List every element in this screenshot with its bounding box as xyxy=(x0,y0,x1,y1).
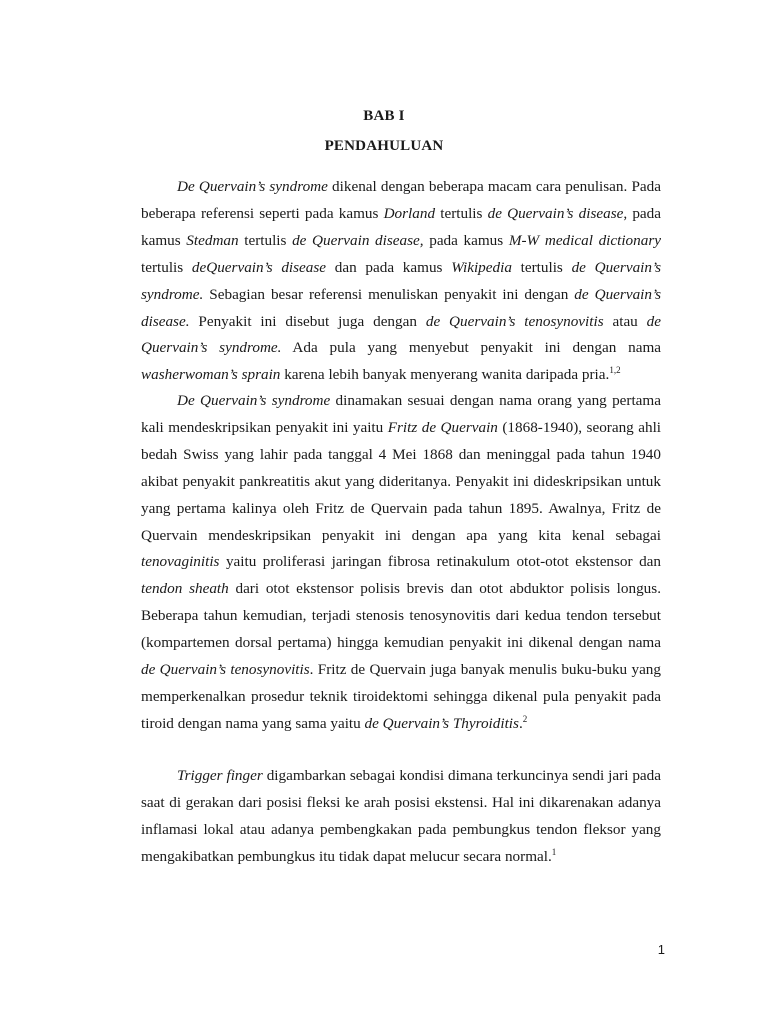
italic-term: De Quervain’s syndrome xyxy=(177,392,331,409)
text-run: yaitu proliferasi jaringan fibrosa retinakulum otot-otot ekstensor dan xyxy=(219,553,661,571)
page-number: 1 xyxy=(657,942,665,957)
citation-superscript: 2 xyxy=(522,713,528,724)
italic-term: de Quervain’s disease. xyxy=(141,285,661,330)
italic-term: deQuervain’s disease xyxy=(191,258,327,276)
text-run: tertulis xyxy=(238,231,293,249)
text-run: tertulis xyxy=(511,258,572,276)
text-run: dan pada kamus xyxy=(326,258,452,276)
italic-term: de Quervain’s syndrome. xyxy=(141,312,662,357)
text-run: tertulis xyxy=(435,204,488,222)
chapter-title: PENDAHULUAN xyxy=(324,138,444,154)
citation-superscript: 1,2 xyxy=(609,365,621,376)
text-run: . Fritz de Quervain juga banyak menulis buku-buku yang memperkenalkan prosedur teknik tiroidektomi sehingga dikenal pula penyakit pada tiroid dengan nama yang sama yaitu xyxy=(141,661,661,732)
text-run: (1868-1940), seorang ahli bedah Swiss yang lahir pada tanggal 4 Mei 1868 dan meninggal pada tahun 1940 akibat penyakit pankreatitis akut yang dideritanya. Penyakit ini dideskripsikan untuk yang pertama kalinya oleh Fritz de Quervain pada tahun 1895. Awalnya, Fritz de Quervain mendeskripsikan penyakit ini dengan apa yang kita kenal sebagai xyxy=(141,418,662,544)
text-run: Sebagian besar referensi menuliskan penyakit ini dengan xyxy=(203,285,575,303)
italic-term: Stedman xyxy=(186,231,239,249)
italic-term: de Quervain disease, xyxy=(292,231,424,249)
paragraph-naming xyxy=(141,174,661,389)
italic-term: Wikipedia xyxy=(451,258,512,276)
italic-term: de Quervain’s syndrome. xyxy=(141,258,661,303)
italic-term: Fritz de Quervain xyxy=(387,418,498,436)
paragraph-history xyxy=(141,388,661,738)
text-run: tertulis xyxy=(141,258,192,276)
chapter-number: BAB I xyxy=(363,108,405,124)
text-run: Penyakit ini disebut juga dengan xyxy=(189,312,426,330)
text-run: dikenal dengan beberapa macam cara penulisan. Pada beberapa referensi seperti pada kamus xyxy=(141,178,661,222)
text-run: atau xyxy=(603,312,647,330)
text-run: dinamakan sesuai dengan nama orang yang pertama kali mendeskripsikan penyakit ini yaitu xyxy=(141,392,661,436)
text-run: digambarkan sebagai kondisi dimana terkuncinya sendi jari pada saat di gerakan dari posisi fleksi ke arah posisi ekstensi. Hal ini dikarenakan adanya inflamasi lokal atau adanya pembengkakan pada pembungkus tendon fleksor yang mengakibatkan pembungkus itu tidak dapat melucur secara normal. xyxy=(141,767,662,865)
italic-term: Dorland xyxy=(383,204,436,222)
text-run: dari otot ekstensor polisis brevis dan otot abduktor polisis longus. Beberapa tahun kemudian, terjadi stenosis tenosynovitis dari kedua tendon tersebut (kompartemen dorsal pertama) hingga kemudian penyakit ini dikenal dengan nama xyxy=(141,580,661,652)
text-run: , pada kamus xyxy=(141,204,661,249)
italic-term: de Quervain’s Thyroiditis xyxy=(364,714,519,732)
italic-term: Trigger finger xyxy=(177,767,263,784)
italic-term: washerwoman’s sprain xyxy=(141,366,281,384)
text-run: pada kamus xyxy=(423,231,509,249)
paragraph-trigger-finger xyxy=(141,763,661,871)
text-run: . xyxy=(518,714,523,732)
text-run: karena lebih banyak menyerang wanita daripada pria. xyxy=(280,366,610,384)
italic-term: tenovaginitis xyxy=(141,553,220,571)
italic-term: de Quervain’s tenosynovitis xyxy=(141,661,310,679)
italic-term: de Quervain’s tenosynovitis xyxy=(425,312,604,330)
italic-term: tendon sheath xyxy=(141,580,229,598)
italic-term: M-W medical dictionary xyxy=(508,231,661,249)
italic-term: De Quervain’s syndrome xyxy=(177,178,328,195)
text-run: Ada pula yang menyebut penyakit ini dengan nama xyxy=(281,339,661,357)
citation-superscript: 1 xyxy=(551,846,557,857)
italic-term: de Quervain’s disease xyxy=(487,204,624,222)
